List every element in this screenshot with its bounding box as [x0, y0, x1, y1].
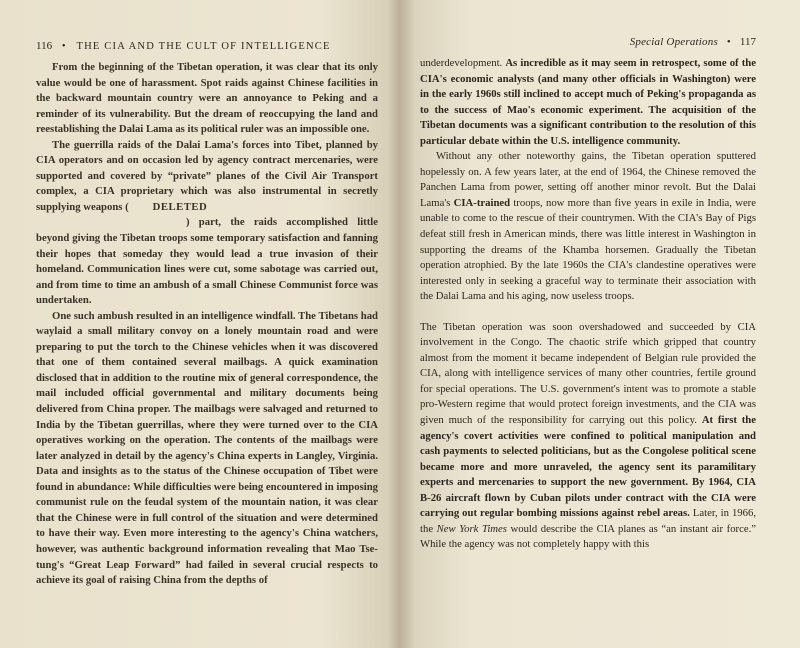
right-page-number: 117 [739, 36, 756, 48]
paragraph-text: The guerrilla raids of the Dalai Lama's forces into Tibet, planned by CIA operators and on occasion led by agency contract mercenaries, were supported and covered by “private” planes of the Civil Air Transport complex, a CIA proprietary which was also instrumental in secretly supplying weapons ( [36, 138, 378, 213]
paragraph [420, 320, 756, 553]
paragraph-text: Later, in 1966, the [420, 507, 756, 535]
italic-title: New York Times [436, 522, 507, 535]
left-page-number: 116 [36, 40, 53, 52]
paragraph-text: Without any other noteworthy gains, the Tibetan operation sputtered hopelessly on. A few years later, at the end of 1964, the Chinese removed the Panchen Lama from power, setting off another minor revolt. But the Dalai Lama's [420, 150, 756, 209]
left-page-body [36, 60, 378, 589]
paragraph-text: The Tibetan operation was soon overshadowed and succeeded by CIA involvement in the Congo. The chaotic strife which gripped that country almost from the moment it became independent of Belgian rule provided the CIA, along with intelligence services of many other countries, fertile ground for special operations. The U.S. government's intent was to promote a stable pro-Western regime that would protect foreign investments, and the CIA was given much of the responsibility for carrying out this policy. [420, 320, 756, 427]
bold-passage: As incredible as it may seem in retrospect, some of the CIA's economic analysts (and many other officials in Washington) were in the early 1960s still inclined to accept much of Peking's propaganda as to the success of Mao's economic experiment. The acquisition of the Tibetan documents was a significant contribution to the resolution of this particular debate within the U.S. intelligence community. [420, 57, 756, 147]
paragraph-text: ) part, the raids accomplished little beyond giving the Tibetan troops some temporary satisfaction and fanning their hopes that someday they would lead a true invasion of their homeland. Communication lines were cut, some sabotage was carried out, and from time to time an ambush of a small Chinese Communist force was undertaken. [36, 216, 378, 307]
paragraph [420, 149, 756, 304]
header-separator: • [726, 36, 731, 48]
paragraph [36, 138, 378, 309]
header-separator: • [61, 41, 67, 52]
right-running-head: Special Operations [629, 36, 718, 48]
paragraph-text: underdevelopment. [420, 57, 506, 69]
paragraph-text: troops, now more than five years in exile in India, were unable to come to the rescue of their countrymen. With the CIA's Bay of Pigs defeat still fresh in American minds, there was little interest in Washington in supporting the dreams of the Khamba horsemen. Gradually the Tibetan operation atrophied. By the late 1960s the CIA's clandestine operatives were interested only in seeking a graceful way to terminate their association with the Dalai Lama and his aging, now useless troops. [420, 196, 756, 303]
right-page-body [420, 56, 756, 553]
paragraph-text: would describe the CIA planes as “an instant air force.” While the agency was not completely happy with this [420, 522, 757, 551]
deleted-marker: DELETED [152, 200, 208, 213]
paragraph [420, 56, 756, 149]
bold-passage: CIA-trained [453, 196, 511, 209]
right-running-header [420, 36, 756, 56]
right-page [400, 0, 800, 648]
left-running-head: THE CIA AND THE CULT OF INTELLIGENCE [76, 41, 331, 52]
paragraph: One such ambush resulted in an intelligence windfall. The Tibetans had waylaid a small military convoy on a lonely mountain road and were preparing to put the torch to the Chinese vehicles when it was discovered that one of them contained several mailbags. A quick examination disclosed that in addition to the routine mix of general correspondence, the mail included official governmental and military documents being delivered from China proper. The mailbags were salvaged and returned to India by the Tibetan guerrillas, where they were turned over to the CIA operatives working on the operation. The contents of the mailbags were later analyzed in detail by the agency's China experts in Langley, Virginia. Data and insights as to the status of the Chinese occupation of Tibet were found in abundance: While difficulties were being encountered in imposing communist rule on the feudal system of the mountain nation, it was clear that the Chinese were in full control of the situation and were determined to have their way. Even more interesting to the agency's China watchers, however, was authentic background information revealing that Mao Tse-tung's “Great Leap Forward” had failed in several crucial respects to achieve its goal of raising China from the depths of [36, 309, 378, 587]
paragraph: From the beginning of the Tibetan operation, it was clear that its only value would be one of harassment. Spot raids against Chinese facilities in the backward mountain country were an annoyance to Peking and a reminder of its vulnerability. But the dream of reoccupying the land and reestablishing the Dalai Lama as its political ruler was an impossible one. [36, 61, 378, 136]
left-running-header [36, 40, 378, 60]
bold-passage: At first the agency's covert activities were confined to political manipulation and cash payments to selected politicians, but as the Congolese political scene became more and more unraveled, the agency sent its paramilitary experts and mercenaries to support the new government. By 1964, CIA B-26 aircraft flown by Cuban pilots under contract with the CIA were carrying out regular bombing missions against rebel areas. [420, 414, 756, 520]
